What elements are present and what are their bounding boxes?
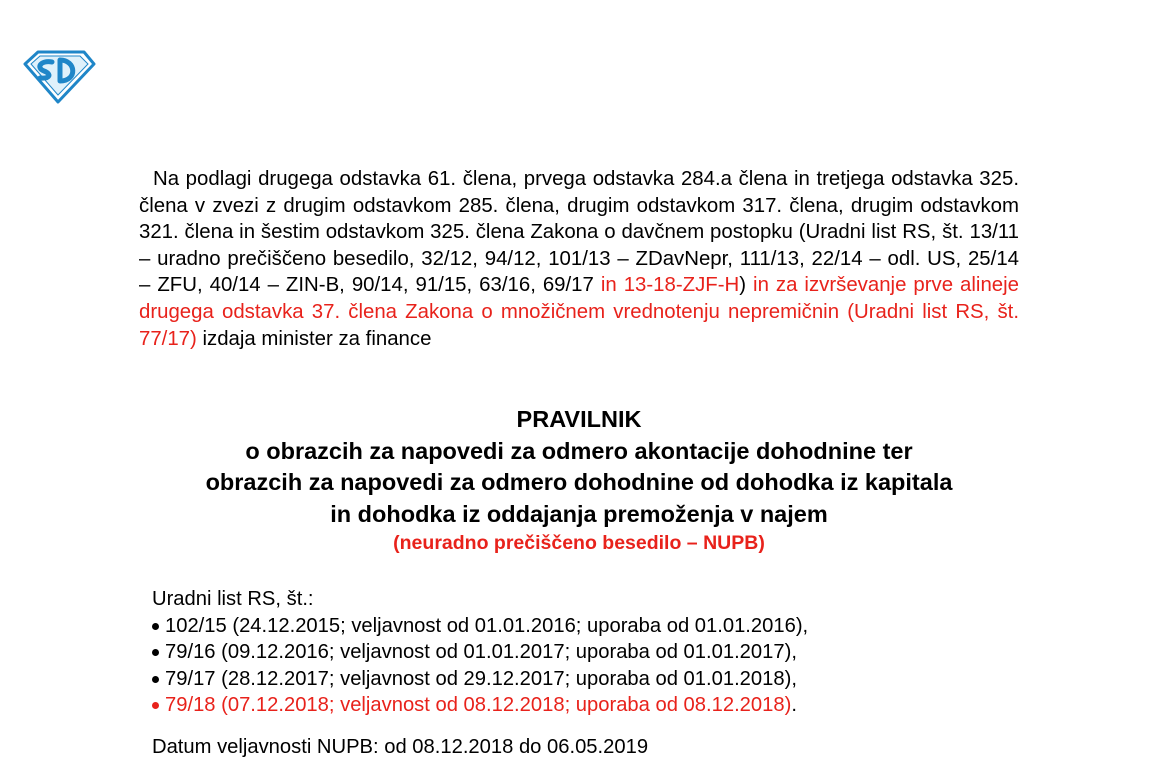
bullet-icon — [152, 649, 159, 656]
title-subtitle: (neuradno prečiščeno besedilo – NUPB) — [393, 532, 765, 554]
validity-date: Datum veljavnosti NUPB: od 08.12.2018 do 06.05.2019 — [152, 736, 649, 758]
title-line-1: o obrazcih za napovedi za odmero akontacije dohodnine ter — [245, 437, 913, 464]
preamble-amendment-ref: in 13-18-ZJF-H — [593, 274, 740, 297]
title-line-3: in dohodka iz oddajanja premoženja v najem — [330, 500, 828, 527]
bullet-icon — [152, 623, 159, 630]
title-line-2: obrazcih za napovedi za odmero dohodnine od dohodka iz kapitala — [205, 469, 953, 495]
preamble-valuation-act-ref: in za izvrševanje prve alineje drugega odstavka 37. člena Zakona o množičnem vrednotenju nepremičnin (Uradni list RS, št. 77/17) — [139, 274, 1020, 350]
preamble-paragraph — [139, 166, 1019, 352]
list-item: 79/18 (07.12.2018; veljavnost od 08.12.2018; uporaba od 08.12.2018). — [152, 692, 1012, 719]
preamble-text-3: izdaja minister za finance — [196, 327, 432, 350]
regulation-title — [139, 404, 1019, 556]
official-gazette-list — [152, 586, 1012, 719]
bullet-icon — [152, 676, 159, 683]
list-item: 79/16 (09.12.2016; veljavnost od 01.01.2017; uporaba od 01.01.2017), — [152, 639, 1012, 666]
title-heading: PRAVILNIK — [516, 406, 642, 432]
list-item: 79/17 (28.12.2017; veljavnost od 29.12.2017; uporaba od 01.01.2018), — [152, 666, 1012, 693]
gazette-items — [152, 613, 1012, 719]
list-item: 102/15 (24.12.2015; veljavnost od 01.01.2016; uporaba od 01.01.2016), — [152, 613, 1012, 640]
preamble-text-1: Na podlagi drugega odstavka 61. člena, prvega odstavka 284.a člena in tretjega odstavka 325. člena v zvezi z drugim odstavkom 285. člena, drugim odstavkom 317. člena, drugim odstavkom 321. člena in šestim odstavkom 325. člena Zakona o davčnem postopku (Uradni list RS, št. 13/11 – uradno prečiščeno besedilo, 32/12, 94/12, 101/13 – ZDavNepr, 111/13, 22/14 – odl. US, 25/14 – ZFU, 40/14 – ZIN-B, 90/14, 91/15, 63/16, 69/17 — [139, 168, 1019, 297]
gazette-label: Uradni list RS, št.: — [152, 588, 314, 610]
bullet-icon — [152, 702, 159, 709]
sd-shield-logo-icon — [22, 48, 96, 104]
preamble-text-2: ) — [739, 274, 747, 297]
